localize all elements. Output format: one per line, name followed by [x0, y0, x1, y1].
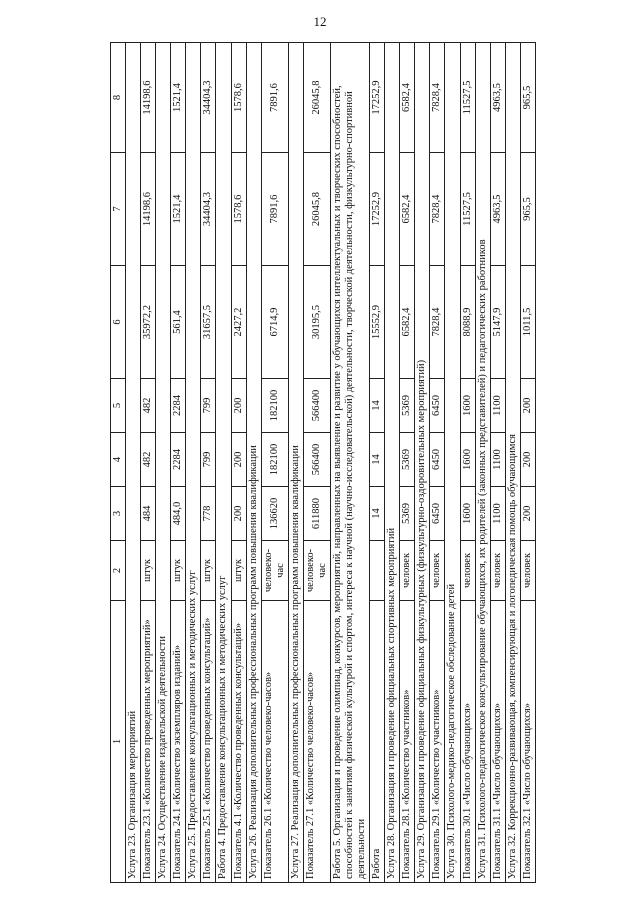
- indicator-cell: Показатель 30.1 «Число обучающихся»: [460, 601, 475, 883]
- value-cell: 11527,5: [460, 43, 475, 153]
- value-cell: 1521,4: [171, 153, 186, 266]
- value-cell: 200: [231, 487, 246, 541]
- table-row: [303, 43, 330, 883]
- value-cell: 6450: [430, 379, 445, 433]
- indicator-cell: Показатель 29.1 «Количество участников»: [430, 601, 445, 883]
- value-cell: 6582,4: [400, 153, 415, 266]
- value-cell: 5147,9: [490, 266, 505, 379]
- section-title: Услуга 28. Организация и проведение официальных спортивных мероприятий: [385, 43, 400, 883]
- value-cell: 17252,9: [370, 153, 385, 266]
- section-title: Услуга 26. Реализация дополнительных профессиональных программ повышения квалификации: [246, 43, 261, 883]
- section-row: [156, 43, 171, 883]
- value-cell: 1100: [490, 433, 505, 487]
- value-cell: 6714,9: [261, 266, 288, 379]
- value-cell: 5369: [400, 379, 415, 433]
- column-header: 2: [111, 541, 126, 601]
- column-header: 5: [111, 379, 126, 433]
- section-row: [415, 43, 430, 883]
- unit-cell: человек: [460, 541, 475, 601]
- value-cell: 14198,6: [141, 43, 156, 153]
- column-header: 4: [111, 433, 126, 487]
- value-cell: 6582,4: [400, 266, 415, 379]
- indicator-cell: Показатель 28.1 «Количество участников»: [400, 601, 415, 883]
- value-cell: 200: [520, 433, 535, 487]
- value-cell: 26045,8: [303, 43, 330, 153]
- section-title: Услуга 23. Организация мероприятий: [126, 43, 141, 883]
- value-cell: 14: [370, 487, 385, 541]
- value-cell: 2284: [171, 433, 186, 487]
- unit-cell: штук: [231, 541, 246, 601]
- column-header: 1: [111, 601, 126, 883]
- value-cell: 34404,3: [201, 153, 216, 266]
- value-cell: 482: [141, 379, 156, 433]
- indicator-cell: Показатель 25.1 «Количество проведенных консультаций»: [201, 601, 216, 883]
- table-row: [370, 43, 385, 883]
- section-row: [126, 43, 141, 883]
- value-cell: 7828,4: [430, 153, 445, 266]
- indicator-cell: Показатель 32.1 «Число обучающихся»: [520, 601, 535, 883]
- table-row: [430, 43, 445, 883]
- rotated-table-container: [110, 43, 605, 883]
- value-cell: 200: [520, 379, 535, 433]
- value-cell: 1600: [460, 487, 475, 541]
- column-header: 8: [111, 43, 126, 153]
- table-body: [111, 43, 536, 883]
- value-cell: 561,4: [171, 266, 186, 379]
- column-header: 7: [111, 153, 126, 266]
- value-cell: 14: [370, 379, 385, 433]
- value-cell: 7891,6: [261, 43, 288, 153]
- section-row: [246, 43, 261, 883]
- section-row: [505, 43, 520, 883]
- unit-cell: человеко-час: [261, 541, 288, 601]
- section-title: Работа 5. Организация и проведение олимпиад, конкурсов, мероприятий, направленных на выявление и развитие у обучающихся интеллектуальных и творческих способностей, способностей к занятиям физической культурой и спортом, интереса к научной (научно-исследовательской) деятельности, творческой деятельности, физкультурно-спортивной деятельности: [330, 43, 369, 883]
- value-cell: 200: [231, 433, 246, 487]
- unit-cell: человек: [520, 541, 535, 601]
- section-row: [330, 43, 369, 883]
- indicator-cell: Показатель 31.1 «Число обучающихся»: [490, 601, 505, 883]
- value-cell: 5369: [400, 433, 415, 487]
- section-row: [186, 43, 201, 883]
- table-row: [201, 43, 216, 883]
- value-cell: 4963,5: [490, 43, 505, 153]
- table-row: [261, 43, 288, 883]
- value-cell: 136620: [261, 487, 288, 541]
- value-cell: 1578,6: [231, 153, 246, 266]
- value-cell: 5369: [400, 487, 415, 541]
- value-cell: 7828,4: [430, 43, 445, 153]
- table-row: [171, 43, 186, 883]
- indicator-cell: Показатель 24.1 «Количество экземпляров изданий»: [171, 601, 186, 883]
- section-title: Услуга 29. Организация и проведение официальных физкультурных (физкультурно-оздоровительных мероприятий): [415, 43, 430, 883]
- value-cell: 965,5: [520, 43, 535, 153]
- section-row: [385, 43, 400, 883]
- value-cell: 2284: [171, 379, 186, 433]
- indicator-cell: Показатель 27.1 «Количество человеко-часов»: [303, 601, 330, 883]
- unit-cell: штук: [171, 541, 186, 601]
- value-cell: 200: [231, 379, 246, 433]
- section-title: Услуга 24. Осуществление издательской деятельности: [156, 43, 171, 883]
- value-cell: 17252,9: [370, 43, 385, 153]
- value-cell: 15552,9: [370, 266, 385, 379]
- value-cell: 611880: [303, 487, 330, 541]
- value-cell: 14: [370, 433, 385, 487]
- value-cell: 566400: [303, 379, 330, 433]
- value-cell: 200: [520, 487, 535, 541]
- data-table: [110, 42, 536, 883]
- value-cell: 965,5: [520, 153, 535, 266]
- value-cell: 2427,2: [231, 266, 246, 379]
- unit-cell: [370, 541, 385, 601]
- unit-cell: человек: [430, 541, 445, 601]
- section-row: [288, 43, 303, 883]
- section-title: Услуга 32. Коррекционно-развивающая, компенсирующая и логопедическая помощь обучающимся: [505, 43, 520, 883]
- section-row: [216, 43, 231, 883]
- value-cell: 778: [201, 487, 216, 541]
- value-cell: 6582,4: [400, 43, 415, 153]
- value-cell: 1100: [490, 379, 505, 433]
- value-cell: 31657,5: [201, 266, 216, 379]
- section-title: Услуга 30. Психолого-медико-педагогическое обследование детей: [445, 43, 460, 883]
- value-cell: 182100: [261, 433, 288, 487]
- table-row: [231, 43, 246, 883]
- section-title: Работа 4. Предоставление консультационных и методических услуг: [216, 43, 231, 883]
- section-title: Услуга 27. Реализация дополнительных профессиональных программ повышения квалификации: [288, 43, 303, 883]
- value-cell: 30195,5: [303, 266, 330, 379]
- table-row: [400, 43, 415, 883]
- value-cell: 6450: [430, 433, 445, 487]
- section-title: Услуга 31. Психолого-педагогическое консультирование обучающихся, их родителей (законных представителей) и педагогических работников: [475, 43, 490, 883]
- unit-cell: человек: [400, 541, 415, 601]
- value-cell: 1600: [460, 433, 475, 487]
- value-cell: 34404,3: [201, 43, 216, 153]
- value-cell: 7828,4: [430, 266, 445, 379]
- value-cell: 6450: [430, 487, 445, 541]
- value-cell: 566400: [303, 433, 330, 487]
- table-row: [490, 43, 505, 883]
- value-cell: 4963,5: [490, 153, 505, 266]
- section-row: [445, 43, 460, 883]
- value-cell: 1600: [460, 379, 475, 433]
- indicator-cell: Показатель 4.1 «Количество проведенных консультаций»: [231, 601, 246, 883]
- value-cell: 7891,6: [261, 153, 288, 266]
- value-cell: 1521,4: [171, 43, 186, 153]
- table-row: [520, 43, 535, 883]
- value-cell: 484,0: [171, 487, 186, 541]
- indicator-cell: Показатель 26.1 «Количество человеко-часов»: [261, 601, 288, 883]
- section-row: [475, 43, 490, 883]
- table-row: [460, 43, 475, 883]
- value-cell: 1011,5: [520, 266, 535, 379]
- column-header: 3: [111, 487, 126, 541]
- value-cell: 8088,9: [460, 266, 475, 379]
- value-cell: 182100: [261, 379, 288, 433]
- value-cell: 35972,2: [141, 266, 156, 379]
- value-cell: 1578,6: [231, 43, 246, 153]
- page-number: 12: [313, 14, 327, 29]
- table-row: [141, 43, 156, 883]
- value-cell: 484: [141, 487, 156, 541]
- table-header-row: [111, 43, 126, 883]
- value-cell: 1100: [490, 487, 505, 541]
- column-header: 6: [111, 266, 126, 379]
- value-cell: 799: [201, 379, 216, 433]
- unit-cell: штук: [201, 541, 216, 601]
- value-cell: 14198,6: [141, 153, 156, 266]
- unit-cell: штук: [141, 541, 156, 601]
- value-cell: 11527,5: [460, 153, 475, 266]
- unit-cell: человеко-час: [303, 541, 330, 601]
- value-cell: 26045,8: [303, 153, 330, 266]
- indicator-cell: Показатель 23.1 «Количество проведенных мероприятий»: [141, 601, 156, 883]
- value-cell: 482: [141, 433, 156, 487]
- indicator-cell: Работа: [370, 601, 385, 883]
- value-cell: 799: [201, 433, 216, 487]
- section-title: Услуга 25. Предоставление консультационных и методических услуг: [186, 43, 201, 883]
- unit-cell: человек: [490, 541, 505, 601]
